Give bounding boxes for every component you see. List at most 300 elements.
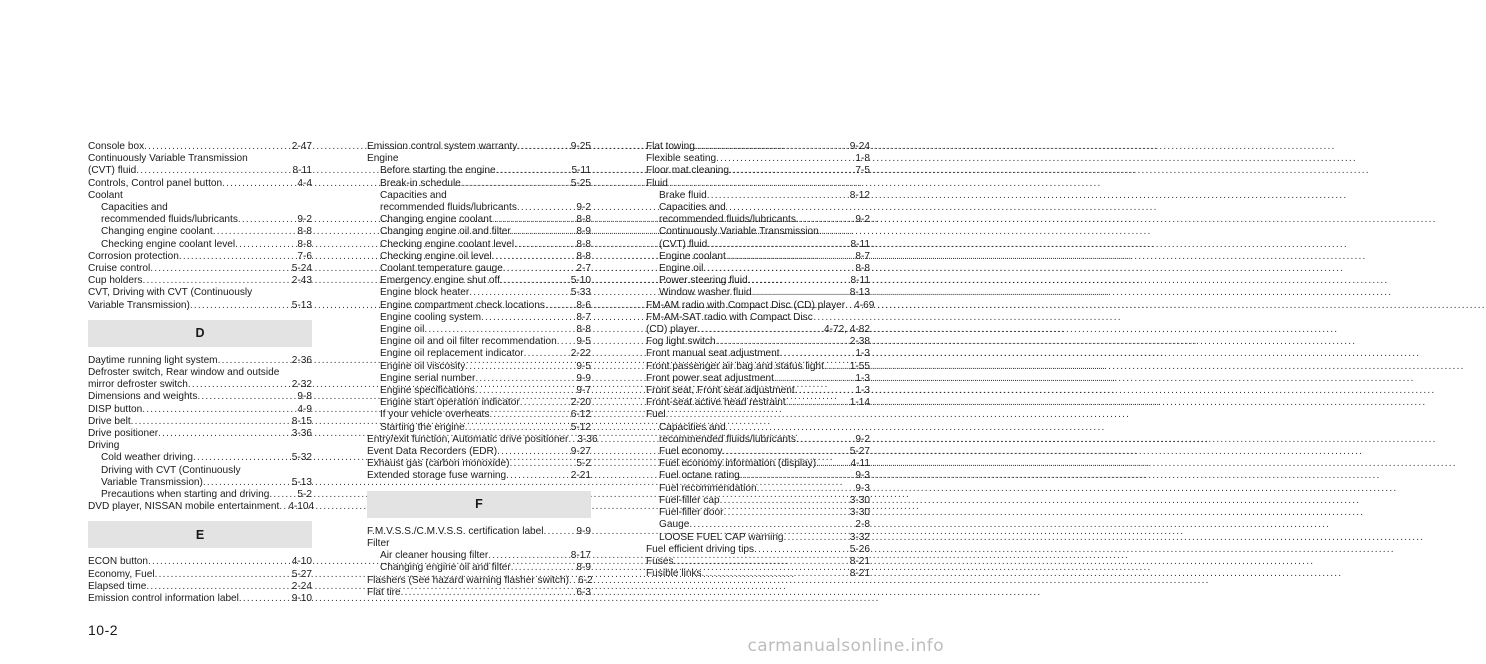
entry-page-reference: 8-21 (849, 568, 870, 580)
index-entry (367, 433, 598, 446)
index-entry (367, 470, 591, 482)
entry-label: FM-AM-SAT radio with Compact Disc (646, 311, 813, 323)
entry-label: recommended fluids/lubricants (659, 433, 796, 445)
index-subentry (646, 483, 870, 495)
section-letter-heading: E (88, 521, 312, 548)
dot-leader (740, 470, 853, 482)
entry-label: Emission control information label (88, 593, 239, 605)
index-entry (367, 153, 591, 165)
dot-leader (524, 348, 568, 360)
entry-page-reference: 5-2 (576, 458, 591, 470)
entry-label: Controls, Control panel button (88, 177, 223, 189)
index-subentry (646, 446, 870, 458)
entry-label: Daytime running light system (88, 354, 218, 366)
dot-leader (496, 165, 569, 177)
dot-leader (500, 275, 568, 287)
entry-label: Fuel economy information (display) (659, 458, 817, 470)
dot-leader (722, 446, 846, 458)
entry-label: mirror defroster switch (88, 379, 188, 391)
entry-page-reference: 5-24 (291, 263, 312, 275)
entry-page-reference: 9-10 (291, 593, 312, 605)
entry-page-reference: 4-104 (288, 501, 315, 513)
entry-label: Fuel (646, 409, 666, 421)
entry-page-reference: 9-8 (297, 391, 312, 403)
entry-page-reference: 4-69 (854, 299, 875, 311)
dot-leader (786, 397, 847, 409)
index-entry (367, 446, 591, 458)
entry-page-reference: 8-8 (297, 238, 312, 250)
dot-leader (497, 446, 568, 458)
index-subentry (646, 532, 870, 544)
dot-leader (510, 458, 574, 470)
index-subentry (367, 190, 591, 202)
entry-label: Drive positioner (88, 428, 159, 440)
entry-page-reference: 2-8 (855, 519, 870, 531)
index-subentry (646, 263, 870, 275)
entry-page-reference: 8-15 (291, 415, 312, 427)
dot-leader (520, 397, 568, 409)
entry-page-reference: 3-32 (849, 531, 870, 543)
index-column-3 (646, 141, 875, 580)
entry-page-reference: 5-10 (570, 275, 591, 287)
entry-page-reference: 7-5 (855, 165, 870, 177)
entry-label: Fuel-filler cap (659, 494, 720, 506)
entry-label: Front passenger air bag and status light (646, 360, 824, 372)
entry-page-reference: 9-5 (576, 336, 591, 348)
index-subentry (367, 202, 591, 214)
entry-label: Engine coolant (659, 250, 726, 262)
entry-label: Front power seat adjustment (646, 372, 774, 384)
entry-label: Engine block heater (380, 287, 470, 299)
entry-label: Corrosion protection (88, 250, 179, 262)
entry-label: Console box (88, 141, 145, 152)
index-subentry (88, 226, 312, 238)
dot-leader (503, 263, 574, 275)
dot-leader (188, 379, 289, 391)
index-entry (88, 581, 312, 593)
entry-label: Fluid (646, 177, 668, 189)
dot-leader (796, 214, 853, 226)
dot-leader (142, 275, 288, 287)
dot-leader (238, 214, 295, 226)
entry-page-reference: 5-27 (849, 446, 870, 458)
entry-label: Filter (367, 537, 390, 549)
entry-label: Elapsed time (88, 580, 147, 592)
section-letter-heading: D (88, 320, 312, 347)
entry-label: Variable Transmission) (101, 476, 203, 488)
entry-page-reference: 5-2 (297, 489, 312, 501)
dot-leader (269, 489, 294, 501)
entry-page-reference: 5-32 (291, 452, 312, 464)
index-entry (367, 575, 591, 587)
entry-label: Driving (88, 440, 120, 452)
dot-leader (218, 355, 289, 367)
entry-label: Engine start operation indicator (380, 397, 520, 409)
index-entry (88, 569, 312, 581)
entry-page-reference: 2-36 (291, 354, 312, 366)
dot-leader (748, 275, 848, 287)
entry-label: (CVT) fluid (659, 238, 708, 250)
entry-label: Changing engine coolant (380, 214, 492, 226)
index-entry (88, 165, 312, 177)
entry-page-reference: 8-8 (855, 263, 870, 275)
index-subentry (367, 422, 591, 434)
index-subentry (646, 226, 870, 238)
entry-label: Flat towing (646, 141, 695, 152)
index-subentry (367, 312, 591, 324)
entry-label: Front manual seat adjustment (646, 348, 780, 360)
dot-leader (492, 251, 574, 263)
entry-label: Break-in schedule (380, 177, 461, 189)
entry-page-reference: 8-11 (850, 238, 870, 250)
entry-page-reference: 5-25 (570, 177, 591, 189)
entry-page-reference: 3-36 (291, 428, 312, 440)
index-entry (88, 556, 312, 568)
entry-label: Variable Transmission) (88, 299, 190, 311)
entry-page-reference: 6-12 (570, 409, 591, 421)
entry-page-reference: 4-72, 4-82 (823, 324, 870, 336)
index-entry (646, 141, 870, 153)
entry-page-reference: 9-24 (849, 141, 870, 152)
index-subentry (367, 239, 591, 251)
index-entry (88, 428, 312, 440)
index-entry (646, 556, 870, 568)
entry-page-reference: 8-7 (576, 311, 591, 323)
entry-label: CVT, Driving with CVT (Continuously (88, 287, 253, 299)
dot-leader (193, 452, 289, 464)
dot-leader (148, 556, 289, 568)
index-column-1 (88, 141, 315, 605)
entry-label: Extended storage fuse warning (367, 470, 507, 482)
entry-page-reference: 8-13 (849, 287, 870, 299)
entry-label: Fuses (646, 555, 674, 567)
dot-leader (795, 385, 853, 397)
entry-page-reference: 7-6 (297, 250, 312, 262)
index-subentry (367, 226, 591, 238)
dot-leader (511, 562, 574, 574)
entry-label: Exhaust gas (carbon monoxide) (367, 458, 510, 470)
entry-label: Capacities and (101, 202, 168, 214)
index-entry (367, 458, 591, 470)
dot-leader (784, 532, 847, 544)
index-subentry (646, 251, 870, 263)
dot-leader (424, 324, 573, 336)
dot-leader (197, 391, 294, 403)
index-subentry (367, 263, 591, 275)
entry-label: DVD player, NISSAN mobile entertainment (88, 501, 280, 513)
entry-label: FM-AM radio with Compact Disc (CD) player (646, 299, 846, 311)
entry-page-reference: 9-9 (576, 525, 591, 537)
entry-page-reference: 1-55 (849, 360, 870, 372)
index-entry (88, 593, 312, 605)
entry-page-reference: 2-32 (291, 379, 312, 391)
dot-leader (489, 409, 567, 421)
dot-leader (239, 593, 289, 605)
dot-leader (136, 165, 289, 177)
index-entry (367, 587, 591, 599)
dot-leader (465, 361, 573, 373)
index-entry (646, 336, 870, 348)
entry-page-reference: 8-8 (576, 324, 591, 336)
entry-label: Starting the engine (380, 421, 465, 433)
dot-leader (724, 507, 847, 519)
entry-label: Changing engine oil and filter (380, 562, 511, 574)
entry-label: Capacities and (659, 421, 726, 433)
entry-label: Engine oil (659, 263, 704, 275)
entry-label: Capacities and (659, 202, 726, 214)
entry-page-reference: 2-7 (576, 263, 591, 275)
dot-leader (689, 519, 852, 531)
entry-page-reference: 2-20 (570, 397, 591, 409)
index-entry (88, 153, 312, 165)
dot-leader (222, 178, 294, 190)
entry-label: (CD) player (646, 324, 698, 336)
dot-leader (707, 190, 847, 202)
index-subentry (88, 489, 312, 501)
index-entry (646, 153, 870, 165)
index-entry (88, 300, 312, 312)
entry-label: recommended fluids/lubricants (380, 202, 517, 214)
index-entry (646, 348, 870, 360)
dot-leader (517, 202, 574, 214)
entry-label: Continuously Variable Transmission (88, 153, 248, 165)
index-entry (88, 440, 312, 452)
entry-page-reference: 3-30 (849, 494, 870, 506)
index-subentry (646, 190, 870, 202)
entry-label: Cold weather driving (101, 452, 194, 464)
dot-leader (729, 165, 852, 177)
dot-leader (213, 226, 295, 238)
entry-label: Engine oil and oil filter recommendation (380, 336, 557, 348)
index-subentry (646, 287, 870, 299)
entry-page-reference: 9-7 (576, 385, 591, 397)
index-entry (88, 178, 312, 190)
entry-label: Engine oil replacement indicator (380, 348, 524, 360)
index-subentry (367, 251, 591, 263)
entry-page-reference: 5-26 (849, 543, 870, 555)
index-entry (88, 275, 312, 287)
entry-page-reference: 5-11 (571, 165, 591, 177)
entry-page-reference: 8-8 (297, 226, 312, 238)
dot-leader (780, 348, 853, 360)
entry-label: Flat tire (367, 586, 401, 598)
entry-label: Floor mat cleaning (646, 165, 730, 177)
entry-label: Fusible links (646, 568, 702, 580)
index-subentry (367, 324, 591, 336)
entry-label: ECON button (88, 556, 149, 568)
entry-label: Engine compartment check locations (380, 299, 545, 311)
dot-leader (401, 587, 574, 599)
entry-label: Fuel recommendation (659, 482, 757, 494)
index-subentry (367, 361, 591, 373)
entry-label: Precautions when starting and driving (101, 489, 270, 501)
watermark: carmanualsonline.info (747, 636, 944, 656)
entry-page-reference: 3-36 (577, 433, 598, 445)
entry-page-reference: 5-13 (291, 299, 312, 311)
dot-leader (816, 458, 847, 470)
entry-page-reference: 5-12 (570, 421, 591, 433)
entry-label: Coolant temperature gauge (380, 263, 503, 275)
entry-page-reference: 8-11 (292, 165, 312, 177)
entry-label: Changing engine oil and filter (380, 226, 511, 238)
entry-label: Driving with CVT (Continuously (101, 464, 241, 476)
dot-leader (150, 263, 289, 275)
entry-page-reference: 9-2 (576, 202, 591, 214)
index-entry (646, 568, 870, 580)
entry-label: (CVT) fluid (88, 165, 137, 177)
entry-page-reference: 8-7 (855, 250, 870, 262)
entry-label: LOOSE FUEL CAP warning (659, 531, 784, 543)
entry-label: Front seat, Front seat adjustment (646, 385, 795, 397)
index-subentry (88, 239, 312, 251)
index-subentry (88, 202, 312, 214)
dot-leader (235, 239, 294, 251)
entry-label: recommended fluids/lubricants (659, 214, 796, 226)
dot-leader (190, 300, 289, 312)
index-subentry (646, 214, 870, 226)
entry-label: Flexible seating (646, 153, 717, 165)
index-entry (88, 367, 312, 379)
dot-leader (720, 495, 847, 507)
entry-label: Economy, Fuel (88, 568, 155, 580)
dot-leader (144, 141, 289, 153)
index-subentry (646, 519, 870, 531)
entry-label: Front-seat active head restraint (646, 397, 786, 409)
dot-leader (514, 239, 573, 251)
entry-label: Power steering fluid (659, 275, 748, 287)
entry-label: Capacities and (380, 189, 447, 201)
index-entry (367, 526, 591, 538)
index-subentry (88, 477, 312, 489)
entry-label: Defroster switch, Rear window and outside (88, 367, 280, 379)
entry-page-reference: 8-21 (849, 555, 870, 567)
index-subentry (367, 385, 591, 397)
entry-label: Window washer fluid (659, 287, 752, 299)
dot-leader (544, 526, 574, 538)
dot-leader (702, 568, 847, 580)
entry-page-reference: 8-11 (850, 275, 870, 287)
index-subentry (367, 336, 591, 348)
entry-page-reference: 1-14 (849, 397, 870, 409)
dot-leader (695, 141, 847, 153)
entry-label: Checking engine oil level (380, 250, 492, 262)
entry-page-reference: 9-2 (297, 214, 312, 226)
entry-page-reference: 8-8 (576, 250, 591, 262)
entry-page-reference: 9-3 (855, 470, 870, 482)
dot-leader (726, 251, 853, 263)
index-entry (367, 538, 591, 550)
dot-leader (142, 404, 294, 416)
dot-leader (511, 226, 574, 238)
dot-leader (707, 239, 847, 251)
dot-leader (716, 336, 847, 348)
entry-label: Flashers (See hazard warning flasher switch) (367, 574, 569, 586)
entry-label: Cup holders (88, 275, 143, 287)
dot-leader (158, 428, 289, 440)
entry-label: recommended fluids/lubricants (101, 214, 238, 226)
entry-page-reference: 8-8 (576, 238, 591, 250)
entry-label: Engine oil viscosity (380, 360, 466, 372)
entry-label: Engine oil (380, 324, 425, 336)
entry-page-reference: 9-5 (576, 360, 591, 372)
dot-leader (754, 544, 847, 556)
entry-page-reference: 1-3 (855, 372, 870, 384)
index-subentry (367, 397, 591, 409)
entry-label: Changing engine coolant (101, 226, 213, 238)
index-subentry (646, 275, 870, 287)
entry-page-reference: 6-2 (577, 574, 593, 586)
index-subentry (646, 239, 870, 251)
index-subentry (367, 178, 591, 190)
index-entry (646, 397, 870, 409)
entry-page-reference: 9-25 (570, 141, 591, 152)
dot-leader (698, 324, 821, 336)
entry-label: Engine (367, 153, 399, 165)
entry-page-reference: 8-17 (570, 550, 591, 562)
entry-label: Coolant (88, 189, 123, 201)
dot-leader (179, 251, 295, 263)
index-subentry (367, 348, 591, 360)
index-subentry (367, 275, 591, 287)
entry-label: Checking engine coolant level (380, 238, 515, 250)
dot-leader (517, 141, 567, 153)
section-letter-heading: F (367, 491, 591, 518)
index-entry (646, 312, 870, 324)
dot-leader (465, 422, 568, 434)
index-subentry (367, 550, 591, 562)
index-subentry (88, 214, 312, 226)
entry-page-reference: 4-9 (297, 403, 312, 415)
index-entry (367, 141, 591, 153)
entry-page-reference: 3-30 (849, 507, 870, 519)
index-entry (646, 165, 870, 177)
index-entry (646, 544, 870, 556)
page-number: 10-2 (88, 622, 119, 638)
dot-leader (774, 373, 852, 385)
dot-leader (475, 373, 573, 385)
entry-label: Fuel-filler door (659, 507, 724, 519)
dot-leader (492, 214, 574, 226)
dot-leader (716, 153, 852, 165)
index-subentry (646, 495, 870, 507)
index-subentry (646, 434, 870, 446)
dot-leader (506, 470, 568, 482)
entry-label: Emission control system warranty (367, 141, 518, 152)
dot-leader (757, 483, 853, 495)
entry-label: Before starting the engine (380, 165, 496, 177)
entry-page-reference: 8-9 (576, 562, 591, 574)
dot-leader (475, 385, 574, 397)
entry-page-reference: 2-24 (291, 580, 312, 592)
index-entry (646, 361, 870, 373)
entry-label: Gauge (659, 519, 690, 531)
dot-leader (824, 361, 847, 373)
dot-leader (557, 336, 574, 348)
entry-page-reference: 9-2 (855, 214, 870, 226)
entry-page-reference: 6-3 (576, 586, 591, 598)
entry-label: Continuously Variable Transmission (659, 226, 819, 238)
index-entry (646, 385, 870, 397)
dot-leader (703, 263, 852, 275)
entry-page-reference: 5-33 (570, 287, 591, 299)
index-entry (646, 178, 870, 190)
index-subentry (367, 287, 591, 299)
entry-page-reference: 4-4 (297, 177, 312, 189)
entry-label: Drive belt (88, 415, 131, 427)
entry-page-reference: 4-10 (291, 556, 312, 568)
entry-page-reference: 8-12 (849, 189, 870, 201)
index-entry (88, 391, 312, 403)
